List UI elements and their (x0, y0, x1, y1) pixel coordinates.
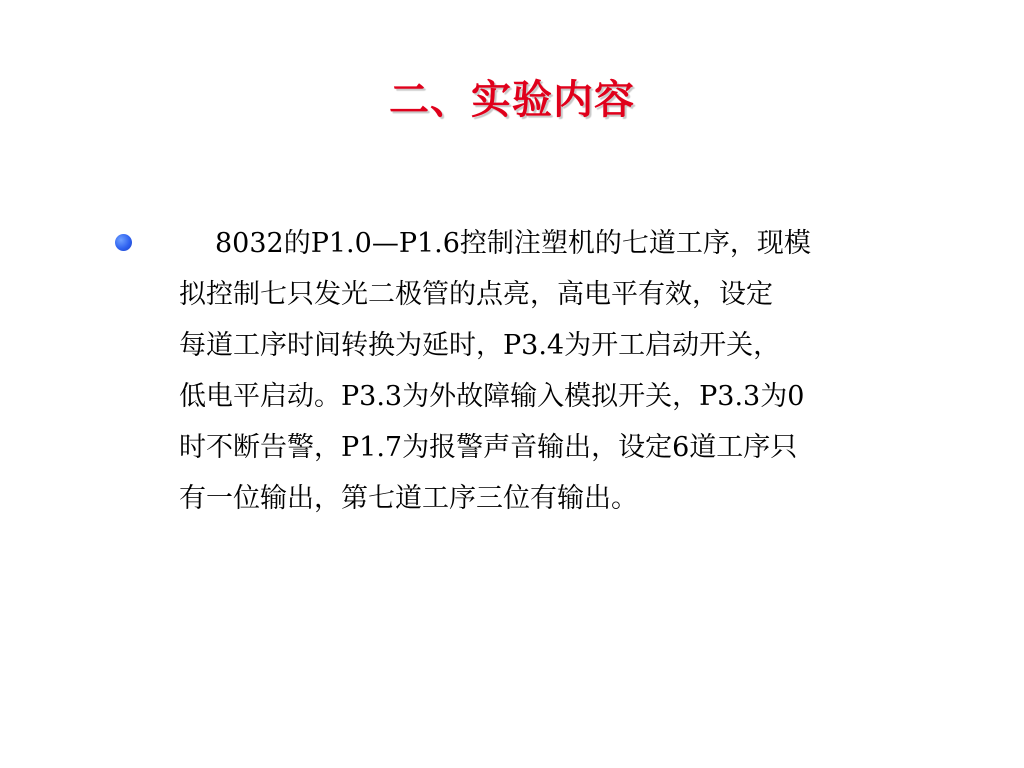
bullet-paragraph (179, 222, 949, 528)
paragraph-line-3: 每道工序时间转换为延时，P3.4为开工启动开关， (179, 330, 781, 361)
slide-title: 二、实验内容 (389, 76, 635, 123)
paragraph-line-1: 8032的P1.0—P1.6控制注塑机的七道工序，现模 (215, 228, 811, 259)
paragraph-line-2: 拟控制七只发光二极管的点亮，高电平有效，设定 (179, 279, 773, 310)
paragraph-line-4: 低电平启动。P3.3为外故障输入模拟开关，P3.3为0 (179, 381, 805, 412)
bullet-dot-icon (115, 234, 132, 251)
paragraph-line-5: 时不断告警，P1.7为报警声音输出，设定6道工序只 (179, 432, 798, 463)
paragraph-line-6: 有一位输出，第七道工序三位有输出。 (179, 483, 638, 514)
